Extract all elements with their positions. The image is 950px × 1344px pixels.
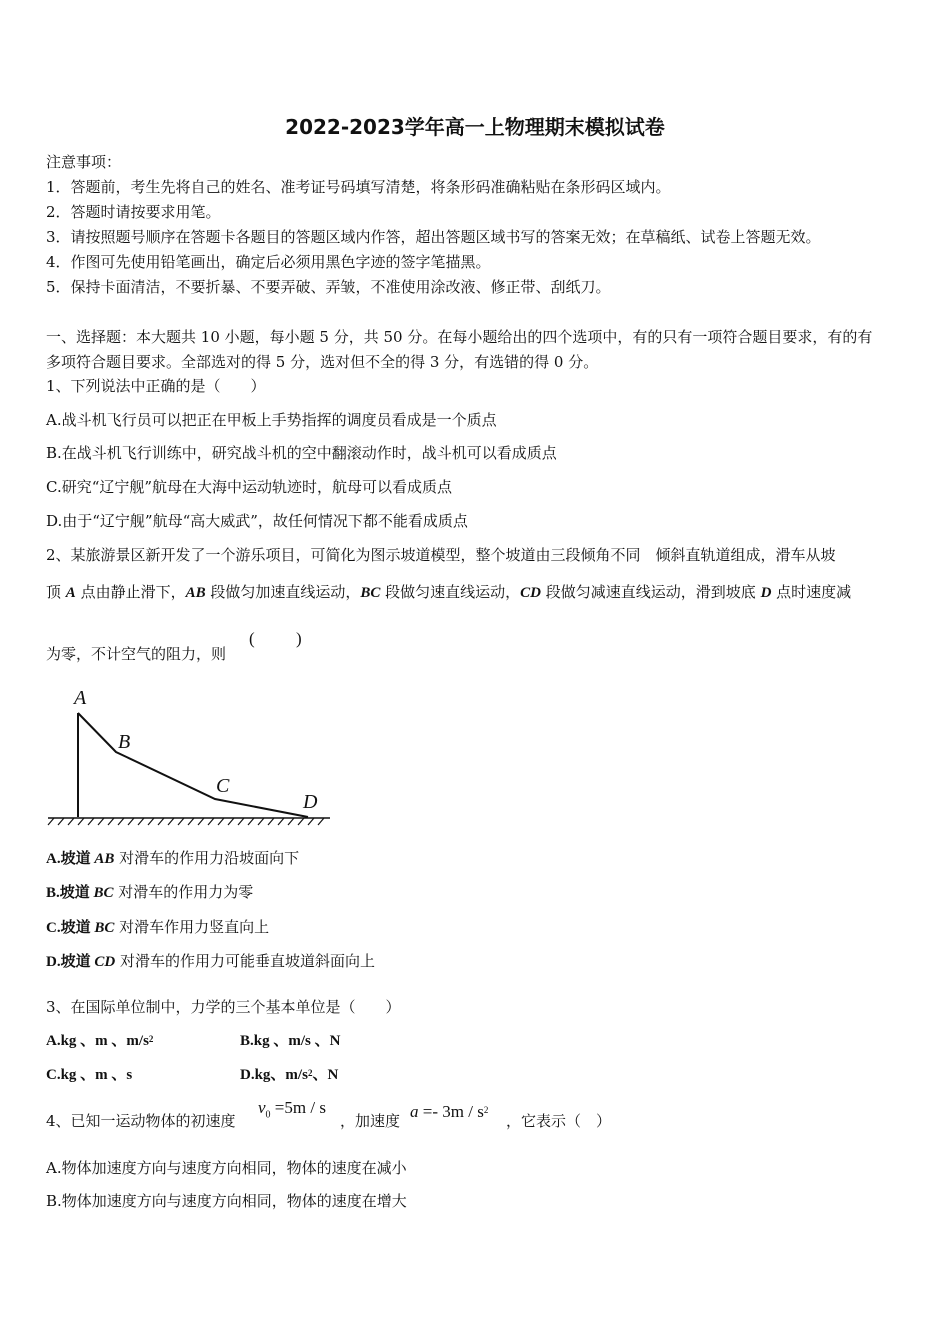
question-4-stem: 4、已知一运动物体的初速度 — [46, 1112, 236, 1130]
question-3-option: D.kg、$m/s^2$、N — [240, 1067, 339, 1083]
question-2-option: B.坡道 BC 对滑车的作用力为零 — [46, 883, 254, 901]
question-2-stem: 为零，不计空气的阻力，则 — [46, 645, 227, 663]
question-4-option: B.物体加速度方向与速度方向相同，物体的速度在增大 — [46, 1192, 407, 1210]
question-2-option: D.坡道 CD 对滑车的作用力可能垂直坡道斜面向上 — [46, 952, 375, 970]
question-1-option: A.战斗机飞行员可以把正在甲板上手势指挥的调度员看成是一个质点 — [46, 411, 497, 429]
slope-diagram — [40, 680, 340, 830]
question-3-option: A.kg 、m 、$m/s^2$ — [46, 1033, 154, 1049]
point-label: A — [65, 585, 76, 601]
question-2-option: C.坡道 BC 对滑车作用力竖直向上 — [46, 918, 270, 936]
notice-item: 2．答题时请按要求用笔。 — [46, 203, 221, 221]
question-1-stem: 1、下列说法中正确的是（ ） — [46, 377, 266, 395]
notice-item: 5．保持卡面清洁，不要折暴、不要弄破、弄皱，不准使用涂改液、修正带、刮纸刀。 — [46, 278, 611, 296]
question-1-option: B.在战斗机飞行训练中，研究战斗机的空中翻滚动作时，战斗机可以看成质点 — [46, 444, 557, 462]
answer-paren-close: ) — [296, 629, 302, 648]
page-title: 2022-2023学年高一上物理期末模拟试卷 — [285, 115, 665, 139]
initial-velocity-formula: $v_0 =5m / s$ — [258, 1098, 326, 1121]
point-d-label: D — [303, 791, 318, 813]
notice-heading: 注意事项： — [46, 153, 122, 171]
acceleration-formula: $a =- 3m / s^2$ — [410, 1102, 489, 1121]
question-1-option: C.研究“辽宁舰”航母在大海中运动轨迹时，航母可以看成质点 — [46, 478, 453, 496]
question-4-stem: ，它表示（ ） — [506, 1112, 612, 1130]
question-2-stem: 顶 A 点由静止滑下，AB 段做匀加速直线运动，BC 段做匀速直线运动，CD 段做匀减速直线运动，滑到坡底 D 点时速度减 — [46, 583, 852, 601]
ground-hatching — [48, 818, 324, 825]
notice-item: 3．请按照题号顺序在答题卡各题目的答题区域内作答，超出答题区域书写的答案无效；在草稿纸、试卷上答题无效。 — [46, 228, 821, 246]
point-label: D — [760, 585, 772, 601]
point-a-label: A — [74, 687, 87, 709]
answer-paren-open: ( — [249, 629, 255, 648]
slope-path — [78, 713, 308, 817]
notice-item: 4．作图可先使用铅笔画出，确定后必须用黑色字迹的签字笔描黑。 — [46, 253, 491, 271]
point-c-label: C — [216, 775, 230, 797]
point-b-label: B — [118, 731, 131, 753]
notice-item: 1．答题前，考生先将自己的姓名、准考证号码填写清楚，将条形码准确粘贴在条形码区域内。 — [46, 178, 671, 196]
section-instruction: 多项符合题目要求。全部选对的得 5 分，选对但不全的得 3 分，有选错的得 0 分。 — [46, 353, 599, 371]
segment-label: AB — [185, 585, 206, 601]
section-instruction: 一、选择题：本大题共 10 小题，每小题 5 分，共 50 分。在每小题给出的四个选项中，有的只有一项符合题目要求，有的有 — [46, 328, 873, 346]
question-3-stem: 3、在国际单位制中，力学的三个基本单位是（ ） — [46, 998, 401, 1016]
question-1-option: D.由于“辽宁舰”航母“高大威武”，故任何情况下都不能看成质点 — [46, 512, 468, 530]
question-4-stem: ，加速度 — [340, 1112, 401, 1130]
segment-label: BC — [360, 585, 381, 601]
question-2-option: A.坡道 AB 对滑车的作用力沿坡面向下 — [46, 849, 300, 867]
question-2-stem: 2、某旅游景区新开发了一个游乐项目，可简化为图示坡道模型，整个坡道由三段倾角不同 倾斜直轨道组成，滑车从坡 — [46, 546, 836, 564]
segment-label: CD — [520, 585, 542, 601]
question-4-option: A.物体加速度方向与速度方向相同，物体的速度在减小 — [46, 1159, 407, 1177]
question-3-option: C.kg 、m 、s — [46, 1067, 133, 1083]
question-3-option: B.kg 、m/s 、N — [240, 1033, 341, 1049]
